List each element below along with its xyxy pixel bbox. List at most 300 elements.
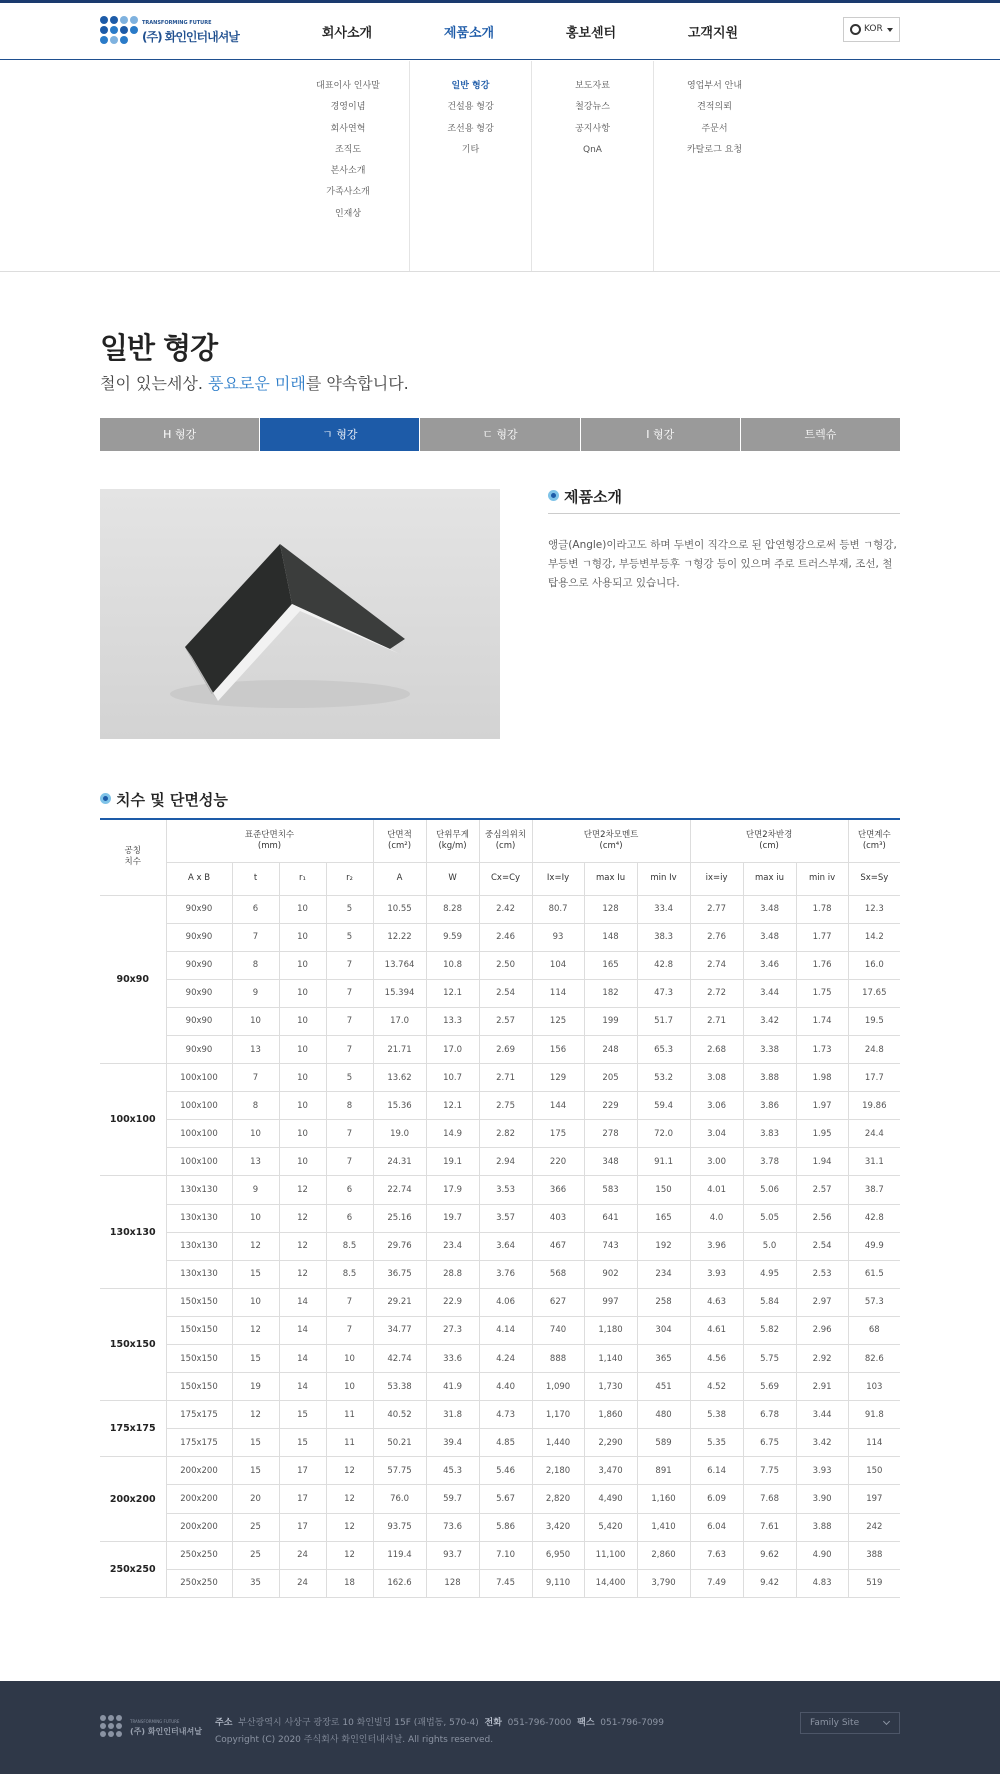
table-row: [100, 979, 900, 1007]
table-row: [100, 1457, 900, 1485]
mega-menu-item[interactable]: 가족사소개: [326, 187, 370, 198]
table-cell: 14: [279, 1316, 326, 1344]
table-cell: 250x250: [166, 1569, 232, 1597]
table-cell: 91.8: [848, 1401, 900, 1429]
table-cell: 2.94: [479, 1148, 532, 1176]
table-cell: 5.05: [743, 1204, 796, 1232]
table-row: [100, 1176, 900, 1204]
mega-menu-item[interactable]: 견적의뢰: [697, 102, 732, 113]
table-cell: 568: [532, 1260, 584, 1288]
table-cell: 7: [326, 1035, 373, 1063]
table-cell: 12: [279, 1232, 326, 1260]
table-cell: 13.62: [373, 1064, 426, 1092]
table-cell: 4.63: [690, 1288, 743, 1316]
col-subhead: Cx=Cy: [479, 862, 532, 895]
table-row: [100, 1569, 900, 1597]
table-cell: 5.84: [743, 1288, 796, 1316]
table-cell: 15: [232, 1345, 279, 1373]
nav-products[interactable]: 제품소개: [443, 26, 495, 41]
table-cell: 65.3: [637, 1035, 690, 1063]
table-cell: 3.00: [690, 1148, 743, 1176]
table-cell: 10: [279, 979, 326, 1007]
table-cell: 93.7: [426, 1541, 479, 1569]
copyright: Copyright (C) 2020 주식회사 화인인터내셔날. All rights reserved.: [215, 1735, 494, 1745]
table-cell: 130x130: [166, 1260, 232, 1288]
subtitle-text: 철이 있는세상.: [100, 374, 208, 393]
table-cell: 997: [584, 1288, 637, 1316]
mega-menu-item[interactable]: 본사소개: [330, 166, 366, 177]
table-cell: 10: [279, 1035, 326, 1063]
table-cell: 205: [584, 1064, 637, 1092]
table-cell: 1,160: [637, 1485, 690, 1513]
table-cell: 1,860: [584, 1401, 637, 1429]
page-title: 일반 형강: [100, 331, 218, 365]
table-cell: 2.54: [796, 1232, 848, 1260]
table-cell: 2,860: [637, 1541, 690, 1569]
footer-logo-name: (주) 화인인터내셔날: [130, 1727, 202, 1736]
language-selector[interactable]: [843, 17, 900, 42]
table-cell: 5.75: [743, 1345, 796, 1373]
table-cell: 14: [279, 1373, 326, 1401]
table-cell: 93: [532, 923, 584, 951]
table-cell: 7: [326, 979, 373, 1007]
mega-col-support: [653, 61, 775, 271]
table-cell: 1.73: [796, 1035, 848, 1063]
table-row: [100, 1429, 900, 1457]
table-cell: 10: [279, 1092, 326, 1120]
table-cell: 2.42: [479, 895, 532, 923]
table-row: [100, 1373, 900, 1401]
table-cell: 82.6: [848, 1345, 900, 1373]
table-cell: 5.38: [690, 1401, 743, 1429]
table-row: [100, 1541, 900, 1569]
table-cell: 6.78: [743, 1401, 796, 1429]
table-row: [100, 1316, 900, 1344]
caret-down-icon: [887, 28, 893, 32]
table-row: [100, 1204, 900, 1232]
tel-label: 전화: [484, 1718, 502, 1728]
table-cell: 19.1: [426, 1148, 479, 1176]
table-cell: 10: [279, 1007, 326, 1035]
table-cell: 3.86: [743, 1092, 796, 1120]
table-row: [100, 1288, 900, 1316]
table-cell: 50.21: [373, 1429, 426, 1457]
table-cell: 3.93: [796, 1457, 848, 1485]
table-cell: 19.0: [373, 1120, 426, 1148]
group-cell: 250x250: [100, 1541, 166, 1597]
table-cell: 24: [279, 1569, 326, 1597]
table-cell: 162.6: [373, 1569, 426, 1597]
table-cell: 10: [232, 1007, 279, 1035]
table-cell: 6.14: [690, 1457, 743, 1485]
footer-address: [215, 1715, 664, 1749]
table-cell: 234: [637, 1260, 690, 1288]
table-cell: 3.42: [743, 1007, 796, 1035]
table-row: [100, 1007, 900, 1035]
table-cell: 519: [848, 1569, 900, 1597]
table-cell: 39.4: [426, 1429, 479, 1457]
table-cell: 12: [279, 1204, 326, 1232]
table-cell: 73.6: [426, 1513, 479, 1541]
family-site-label: Family Site: [810, 1718, 860, 1728]
table-cell: 47.3: [637, 979, 690, 1007]
table-cell: 15: [232, 1260, 279, 1288]
table-cell: 8: [232, 1092, 279, 1120]
table-cell: 61.5: [848, 1260, 900, 1288]
table-cell: 388: [848, 1541, 900, 1569]
table-cell: 3,470: [584, 1457, 637, 1485]
table-cell: 3,790: [637, 1569, 690, 1597]
table-cell: 1.98: [796, 1064, 848, 1092]
col-subhead: W: [426, 862, 479, 895]
table-cell: 3.04: [690, 1120, 743, 1148]
col-subhead: max iu: [743, 862, 796, 895]
table-cell: 7.63: [690, 1541, 743, 1569]
table-cell: 53.38: [373, 1373, 426, 1401]
table-cell: 7.61: [743, 1513, 796, 1541]
col-subhead: max Iu: [584, 862, 637, 895]
table-row: [100, 951, 900, 979]
table-cell: 100x100: [166, 1064, 232, 1092]
table-cell: 3,420: [532, 1513, 584, 1541]
table-cell: 192: [637, 1232, 690, 1260]
table-cell: 14: [279, 1288, 326, 1316]
table-cell: 17.7: [848, 1064, 900, 1092]
dims-heading: [100, 789, 228, 810]
tab-h-beam[interactable]: H 형강: [100, 418, 260, 451]
table-cell: 119.4: [373, 1541, 426, 1569]
table-cell: 17.9: [426, 1176, 479, 1204]
table-cell: 9: [232, 1176, 279, 1204]
table-row: [100, 1148, 900, 1176]
col-subhead: Ix=Iy: [532, 862, 584, 895]
table-cell: 11: [326, 1429, 373, 1457]
col-head-cg: 중심의위치 (cm): [479, 819, 532, 862]
table-cell: 5.06: [743, 1176, 796, 1204]
addr-label: 주소: [215, 1718, 233, 1728]
col-head-nominal: 공칭 치수: [100, 819, 166, 895]
mega-menu-item[interactable]: 경영이념: [330, 102, 366, 113]
table-cell: 17.65: [848, 979, 900, 1007]
table-cell: 4.06: [479, 1288, 532, 1316]
table-cell: 2.57: [796, 1176, 848, 1204]
nav-pr-center[interactable]: 홍보센터: [565, 26, 617, 41]
table-cell: 128: [426, 1569, 479, 1597]
nav-support[interactable]: 고객지원: [687, 26, 739, 41]
table-cell: 4.52: [690, 1373, 743, 1401]
table-cell: 199: [584, 1007, 637, 1035]
table-cell: 41.9: [426, 1373, 479, 1401]
table-cell: 1.77: [796, 923, 848, 951]
table-cell: 348: [584, 1148, 637, 1176]
table-cell: 278: [584, 1120, 637, 1148]
table-cell: 365: [637, 1345, 690, 1373]
table-cell: 9.42: [743, 1569, 796, 1597]
table-cell: 51.7: [637, 1007, 690, 1035]
table-cell: 3.06: [690, 1092, 743, 1120]
table-cell: 4.40: [479, 1373, 532, 1401]
tab-i-beam[interactable]: I 형강: [581, 418, 741, 451]
table-cell: 1.78: [796, 895, 848, 923]
table-cell: 72.0: [637, 1120, 690, 1148]
table-cell: 7: [232, 923, 279, 951]
company-logo[interactable]: [100, 14, 239, 50]
table-cell: 18: [326, 1569, 373, 1597]
table-cell: 150x150: [166, 1316, 232, 1344]
table-cell: 165: [637, 1204, 690, 1232]
addr-value: 부산광역시 사상구 광장로 10 화인빌딩 15F (괘법동, 570-4): [238, 1718, 479, 1728]
col-head-weight: 단위무게 (kg/m): [426, 819, 479, 862]
table-cell: 12: [326, 1457, 373, 1485]
table-cell: 902: [584, 1260, 637, 1288]
table-cell: 888: [532, 1345, 584, 1373]
table-cell: 3.76: [479, 1260, 532, 1288]
table-cell: 24.31: [373, 1148, 426, 1176]
globe-icon: [850, 24, 861, 35]
table-cell: 1.95: [796, 1120, 848, 1148]
table-cell: 175x175: [166, 1429, 232, 1457]
footer-logo: [100, 1715, 202, 1741]
table-cell: 2.92: [796, 1345, 848, 1373]
mega-col-pr: [531, 61, 653, 271]
footer-logo-tagline: TRANSFORMING FUTURE: [130, 1719, 180, 1724]
table-cell: 1,440: [532, 1429, 584, 1457]
table-cell: 641: [584, 1204, 637, 1232]
table-cell: 10: [232, 1204, 279, 1232]
table-cell: 12: [279, 1260, 326, 1288]
table-cell: 29.21: [373, 1288, 426, 1316]
mega-menu-item[interactable]: 기타: [461, 144, 480, 155]
mega-menu-item[interactable]: 주문서: [701, 123, 728, 134]
table-cell: 5.46: [479, 1457, 532, 1485]
table-cell: 130x130: [166, 1204, 232, 1232]
table-cell: 5.69: [743, 1373, 796, 1401]
table-cell: 4.83: [796, 1569, 848, 1597]
table-cell: 403: [532, 1204, 584, 1232]
table-cell: 12.3: [848, 895, 900, 923]
table-cell: 90x90: [166, 951, 232, 979]
table-cell: 100x100: [166, 1148, 232, 1176]
table-cell: 53.2: [637, 1064, 690, 1092]
fax-label: 팩스: [577, 1718, 595, 1728]
table-row: [100, 1035, 900, 1063]
table-row: [100, 895, 900, 923]
table-cell: 14.9: [426, 1120, 479, 1148]
table-cell: 2,180: [532, 1457, 584, 1485]
table-cell: 128: [584, 895, 637, 923]
table-cell: 68: [848, 1316, 900, 1344]
mega-menu-item[interactable]: 회사연혁: [330, 123, 366, 134]
col-subhead: min Iv: [637, 862, 690, 895]
table-cell: 7: [326, 1148, 373, 1176]
table-cell: 175x175: [166, 1401, 232, 1429]
table-cell: 7: [326, 1316, 373, 1344]
table-cell: 33.6: [426, 1345, 479, 1373]
table-row: [100, 1064, 900, 1092]
table-cell: 150x150: [166, 1373, 232, 1401]
table-cell: 38.3: [637, 923, 690, 951]
table-cell: 2.76: [690, 923, 743, 951]
tab-channel[interactable]: ㄷ 형강: [420, 418, 580, 451]
table-cell: 8.28: [426, 895, 479, 923]
intro-text: 앵글(Angle)이라고도 하며 두변이 직각으로 된 압연형강으로써 등변 ㄱ형강, 부등변 ㄱ형강, 부등변부등후 ㄱ형강 등이 있으며 주로 트러스부재, 조선, 철탑용으로 사용되고 있습니다.: [548, 539, 897, 589]
group-cell: 100x100: [100, 1064, 166, 1176]
mega-menu-item[interactable]: 건설용 형강: [447, 102, 494, 113]
group-cell: 200x200: [100, 1457, 166, 1541]
table-cell: 2.74: [690, 951, 743, 979]
mega-menu-item[interactable]: 카탈로그 요청: [686, 144, 743, 155]
table-cell: 1.97: [796, 1092, 848, 1120]
table-cell: 2.77: [690, 895, 743, 923]
logo-tagline: TRANSFORMING FUTURE: [142, 20, 212, 26]
table-cell: 10: [279, 1148, 326, 1176]
table-cell: 57.75: [373, 1457, 426, 1485]
table-cell: 125: [532, 1007, 584, 1035]
table-cell: 100x100: [166, 1120, 232, 1148]
col-subhead: ix=iy: [690, 862, 743, 895]
table-cell: 2.68: [690, 1035, 743, 1063]
subtitle-highlight: 풍요로운 미래: [208, 374, 306, 393]
table-cell: 28.8: [426, 1260, 479, 1288]
table-cell: 5.67: [479, 1485, 532, 1513]
table-cell: 2.46: [479, 923, 532, 951]
family-site-select[interactable]: [800, 1712, 900, 1734]
table-cell: 3.44: [796, 1401, 848, 1429]
table-cell: 15.36: [373, 1092, 426, 1120]
table-cell: 4.14: [479, 1316, 532, 1344]
table-cell: 2.96: [796, 1316, 848, 1344]
subtitle-text-end: 를 약속합니다.: [305, 374, 409, 393]
table-cell: 182: [584, 979, 637, 1007]
table-cell: 2.69: [479, 1035, 532, 1063]
table-cell: 4.24: [479, 1345, 532, 1373]
table-cell: 1.75: [796, 979, 848, 1007]
table-cell: 7: [326, 1120, 373, 1148]
table-cell: 5,420: [584, 1513, 637, 1541]
table-cell: 2.54: [479, 979, 532, 1007]
logo-name: (주) 화인인터내셔날: [142, 30, 239, 44]
table-cell: 10: [279, 895, 326, 923]
table-cell: 366: [532, 1176, 584, 1204]
mega-menu-item[interactable]: QnA: [583, 144, 602, 155]
table-cell: 156: [532, 1035, 584, 1063]
table-cell: 12: [279, 1176, 326, 1204]
table-cell: 9,110: [532, 1569, 584, 1597]
bullet-icon: [548, 490, 559, 501]
tab-track-shoe[interactable]: 트렉슈: [741, 418, 900, 451]
table-cell: 7: [326, 1288, 373, 1316]
table-cell: 22.74: [373, 1176, 426, 1204]
table-cell: 25: [232, 1513, 279, 1541]
table-cell: 19.5: [848, 1007, 900, 1035]
table-cell: 148: [584, 923, 637, 951]
mega-menu-item[interactable]: 조선용 형강: [447, 123, 494, 134]
table-cell: 248: [584, 1035, 637, 1063]
table-cell: 24.8: [848, 1035, 900, 1063]
table-cell: 6.09: [690, 1485, 743, 1513]
table-cell: 5.0: [743, 1232, 796, 1260]
table-cell: 150x150: [166, 1288, 232, 1316]
mega-menu-item[interactable]: 대표이사 인사말: [316, 81, 380, 91]
table-cell: 14,400: [584, 1569, 637, 1597]
mega-menu-item[interactable]: 인재상: [334, 208, 362, 219]
table-cell: 2.82: [479, 1120, 532, 1148]
group-cell: 90x90: [100, 895, 166, 1064]
table-cell: 130x130: [166, 1232, 232, 1260]
mega-menu-item[interactable]: 공지사항: [575, 123, 610, 134]
mega-menu-item[interactable]: 철강뉴스: [575, 102, 610, 113]
table-cell: 9: [232, 979, 279, 1007]
table-cell: 7: [232, 1064, 279, 1092]
table-cell: 15: [279, 1429, 326, 1457]
table-cell: 76.0: [373, 1485, 426, 1513]
table-cell: 14: [279, 1345, 326, 1373]
mega-menu-item[interactable]: 일반 형강: [451, 81, 490, 91]
table-cell: 15.394: [373, 979, 426, 1007]
table-cell: 19.86: [848, 1092, 900, 1120]
mega-menu-item[interactable]: 조직도: [334, 144, 362, 155]
table-cell: 20: [232, 1485, 279, 1513]
table-cell: 200x200: [166, 1485, 232, 1513]
table-cell: 1,170: [532, 1401, 584, 1429]
table-cell: 10: [232, 1288, 279, 1316]
table-cell: 3.78: [743, 1148, 796, 1176]
table-cell: 35: [232, 1569, 279, 1597]
table-cell: 42.74: [373, 1345, 426, 1373]
table-cell: 5.35: [690, 1429, 743, 1457]
table-cell: 15: [279, 1401, 326, 1429]
table-cell: 5.86: [479, 1513, 532, 1541]
table-cell: 40.52: [373, 1401, 426, 1429]
table-cell: 7.45: [479, 1569, 532, 1597]
table-cell: 7: [326, 1007, 373, 1035]
table-cell: 3.38: [743, 1035, 796, 1063]
mega-menu-item[interactable]: 보도자료: [575, 81, 610, 91]
col-subhead: min iv: [796, 862, 848, 895]
table-cell: 25: [232, 1541, 279, 1569]
table-cell: 1.74: [796, 1007, 848, 1035]
col-subhead: A x B: [166, 862, 232, 895]
nav-company[interactable]: 회사소개: [321, 26, 373, 41]
table-cell: 7.75: [743, 1457, 796, 1485]
table-cell: 200x200: [166, 1513, 232, 1541]
table-row: [100, 1232, 900, 1260]
angle-steel-image: [100, 489, 500, 739]
table-cell: 10: [232, 1120, 279, 1148]
table-row: [100, 1092, 900, 1120]
table-cell: 7.49: [690, 1569, 743, 1597]
table-cell: 4.73: [479, 1401, 532, 1429]
tab-angle[interactable]: ㄱ 형강: [260, 418, 420, 451]
table-cell: 3.88: [743, 1064, 796, 1092]
table-cell: 114: [848, 1429, 900, 1457]
table-cell: 8: [326, 1092, 373, 1120]
table-cell: 2,290: [584, 1429, 637, 1457]
table-cell: 42.8: [637, 951, 690, 979]
table-cell: 59.4: [637, 1092, 690, 1120]
mega-menu-item[interactable]: 영업부서 안내: [686, 81, 743, 91]
table-cell: 24.4: [848, 1120, 900, 1148]
table-cell: 1,140: [584, 1345, 637, 1373]
table-cell: 10: [279, 923, 326, 951]
table-cell: 3.44: [743, 979, 796, 1007]
table-cell: 467: [532, 1232, 584, 1260]
table-cell: 16.0: [848, 951, 900, 979]
table-cell: 9.59: [426, 923, 479, 951]
table-cell: 2.53: [796, 1260, 848, 1288]
table-cell: 27.3: [426, 1316, 479, 1344]
table-cell: 740: [532, 1316, 584, 1344]
